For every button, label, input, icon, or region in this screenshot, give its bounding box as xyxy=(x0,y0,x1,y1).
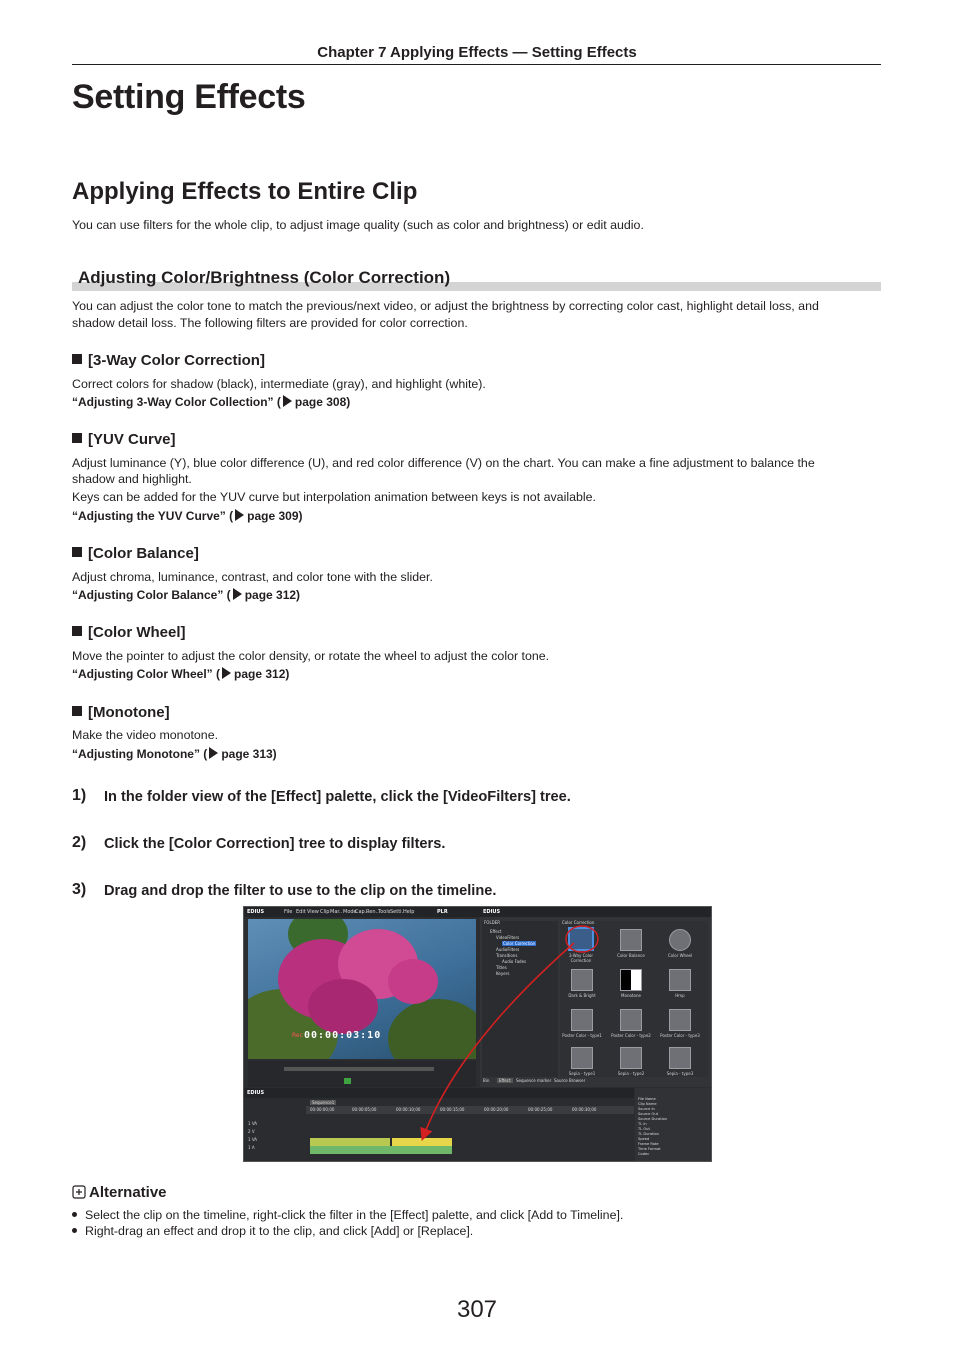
ruler-tick: 00:00:10;00 xyxy=(396,1107,421,1112)
track-label: 2 V xyxy=(248,1129,255,1134)
filter-heading: [3-Way Color Correction] xyxy=(72,352,265,369)
step-text: Drag and drop the filter to use to the clip on the timeline. xyxy=(104,883,497,899)
header-rule xyxy=(72,64,881,65)
subsection-body-line1: You can adjust the color tone to match the previous/next video, or adjust the brightness by correcting color cast, highlight detail loss, and xyxy=(72,299,819,313)
step-number: 3) xyxy=(72,881,87,898)
step-text: Click the [Color Correction] tree to display filters. xyxy=(104,836,446,852)
square-bullet-icon xyxy=(72,626,82,636)
alternative-heading: Alternative xyxy=(72,1184,167,1201)
section-intro: You can use filters for the whole clip, to adjust image quality (such as color and brightness) or edit audio. xyxy=(72,218,644,232)
info-label: TL In xyxy=(638,1122,647,1126)
player-timecode: 00:00:03:10 xyxy=(304,1030,382,1041)
palette-tab-active[interactable]: Effect xyxy=(499,1078,511,1083)
ruler-tick: 00:00:05;00 xyxy=(352,1107,377,1112)
timeline-app-logo: EDIUS xyxy=(247,1090,265,1096)
filter-label: Sepia - type1 xyxy=(568,1071,596,1076)
filter-label: Sepia - type2 xyxy=(617,1071,645,1076)
arrow-right-icon xyxy=(233,588,242,600)
bullet-item: Right-drag an effect and drop it to the clip, and click [Add] or [Replace]. xyxy=(72,1224,473,1238)
arrow-right-icon xyxy=(209,747,218,759)
filter-desc: Move the pointer to adjust the color density, or rotate the wheel to adjust the color tone. xyxy=(72,649,550,663)
arrow-right-icon xyxy=(235,509,244,521)
tree-item[interactable]: AudioFilters xyxy=(496,947,520,952)
square-bullet-icon xyxy=(72,547,82,557)
square-bullet-icon xyxy=(72,354,82,364)
bullet-item: Select the clip on the timeline, right-click the filter in the [Effect] palette, and click [Add to Timeline]. xyxy=(72,1208,623,1222)
arrow-right-icon xyxy=(222,667,231,679)
info-label: Source Duration xyxy=(638,1117,668,1121)
filter-label: Hmp xyxy=(675,993,685,998)
bullet-dot-icon xyxy=(72,1212,77,1217)
menu-item[interactable]: Clip xyxy=(320,909,330,915)
filter-label: Sepia - type3 xyxy=(666,1071,694,1076)
filter-label: Poster Color - type1 xyxy=(562,1033,602,1038)
filter-heading: [Color Wheel] xyxy=(72,624,186,641)
plr-label: PLR xyxy=(437,909,448,915)
timecode-label: Rec xyxy=(292,1032,303,1039)
menu-item[interactable]: Mar.. xyxy=(330,909,343,915)
filter-heading: [YUV Curve] xyxy=(72,431,176,448)
page-number: 307 xyxy=(456,1296,498,1323)
palette-app-logo: EDIUS xyxy=(483,909,501,915)
bullet-dot-icon xyxy=(72,1228,77,1233)
filter-desc: Adjust luminance (Y), blue color difference (U), and red color difference (V) on the chart. You can make a fine adjustment to balance the xyxy=(72,456,815,470)
subsection-body-line2: shadow detail loss. The following filters are provided for color correction. xyxy=(72,316,468,330)
app-logo: EDIUS xyxy=(247,909,265,915)
info-label: Source In xyxy=(638,1107,655,1111)
info-label: File Name xyxy=(638,1097,656,1101)
tree-item[interactable]: Audio Fades xyxy=(502,959,527,964)
track-label: 1 VA xyxy=(248,1121,258,1126)
ruler-tick: 00:00:00;00 xyxy=(310,1107,335,1112)
menu-item[interactable]: File xyxy=(284,909,293,915)
ruler-tick: 00:00:25;00 xyxy=(528,1107,553,1112)
square-bullet-icon xyxy=(72,706,82,716)
page-title: Setting Effects xyxy=(72,78,306,116)
filter-label: 3-Way Color Correction xyxy=(568,953,594,963)
palette-tab[interactable]: Source Browser xyxy=(554,1078,586,1083)
step-number: 2) xyxy=(72,834,87,851)
info-label: Clip Name xyxy=(638,1102,657,1106)
info-label: TL Out xyxy=(638,1127,650,1131)
filter-reference-link[interactable]: “Adjusting Color Wheel” ( page 312) xyxy=(72,667,290,681)
filter-desc: Adjust chroma, luminance, contrast, and color tone with the slider. xyxy=(72,570,433,584)
step-text: In the folder view of the [Effect] palette, click the [VideoFilters] tree. xyxy=(104,789,571,805)
menu-item[interactable]: Tools xyxy=(378,909,391,915)
track-label: 1 A xyxy=(248,1145,255,1150)
filter-desc: Make the video monotone. xyxy=(72,728,219,742)
tree-item[interactable]: VideoFilters xyxy=(496,935,520,940)
menu-item[interactable]: Edit xyxy=(296,909,306,915)
filter-label: Monotone xyxy=(621,993,641,998)
menu-item[interactable]: Ren.. xyxy=(366,909,379,915)
folder-label: FOLDER xyxy=(484,920,501,925)
drag-arrow xyxy=(244,907,711,1161)
subsection-title: Adjusting Color/Brightness (Color Correction) xyxy=(78,268,451,287)
chapter-header: Chapter 7 Applying Effects — Setting Effects xyxy=(317,44,637,61)
info-label: Time Format xyxy=(638,1147,661,1151)
filter-desc: shadow and highlight. xyxy=(72,472,192,486)
tree-item[interactable]: Effect xyxy=(490,929,502,934)
track-label: 1 VA xyxy=(248,1137,258,1142)
menu-item[interactable]: Help xyxy=(403,909,415,915)
alternative-icon xyxy=(72,1185,86,1199)
arrow-right-icon xyxy=(283,395,292,407)
menu-item[interactable]: Cap.. xyxy=(355,909,368,915)
filter-reference-link[interactable]: “Adjusting the YUV Curve” ( page 309) xyxy=(72,509,303,523)
info-label: TL Duration xyxy=(638,1132,659,1136)
info-label: Codec xyxy=(638,1152,650,1156)
filter-label: Poster Color - type3 xyxy=(660,1033,700,1038)
square-bullet-icon xyxy=(72,433,82,443)
info-label: Source Out xyxy=(638,1112,659,1116)
filter-reference-link[interactable]: “Adjusting 3-Way Color Collection” ( page 308) xyxy=(72,395,351,409)
menu-item[interactable]: View xyxy=(307,909,319,915)
grid-title: Color Correction xyxy=(562,920,595,925)
filter-label: Color Wheel xyxy=(667,953,693,958)
filter-heading: [Color Balance] xyxy=(72,545,199,562)
palette-tab[interactable]: Sequence marker xyxy=(516,1078,552,1083)
filter-heading: [Monotone] xyxy=(72,704,170,721)
sequence-tab[interactable]: Sequence1 xyxy=(312,1100,335,1105)
ruler-tick: 00:00:15;00 xyxy=(440,1107,465,1112)
filter-label: Poster Color - type2 xyxy=(611,1033,651,1038)
edius-screenshot xyxy=(243,906,712,1162)
section-title: Applying Effects to Entire Clip xyxy=(72,178,418,205)
palette-tab[interactable]: Bin xyxy=(483,1078,490,1083)
ruler-tick: 00:00:30;00 xyxy=(572,1107,597,1112)
menu-item[interactable]: Setti.. xyxy=(390,909,405,915)
tree-item[interactable]: Transitions xyxy=(496,953,518,958)
filter-reference-link[interactable]: “Adjusting Monotone” ( page 313) xyxy=(72,747,277,761)
filter-reference-link[interactable]: “Adjusting Color Balance” ( page 312) xyxy=(72,588,301,602)
info-label: Speed xyxy=(638,1137,650,1141)
info-label: Frame Rate xyxy=(638,1142,659,1146)
filter-label: Dark & Bright xyxy=(568,993,596,998)
ruler-tick: 00:00:20;00 xyxy=(484,1107,509,1112)
filter-desc: Correct colors for shadow (black), intermediate (gray), and highlight (white). xyxy=(72,377,486,391)
menu-item[interactable]: Mode xyxy=(343,909,357,915)
tree-item[interactable]: Keyers xyxy=(496,971,510,976)
step-number: 1) xyxy=(72,787,87,804)
filter-label: Color Balance xyxy=(617,953,645,958)
tree-item-selected[interactable]: Color Correction xyxy=(503,941,536,946)
tree-item[interactable]: Titles xyxy=(496,965,507,970)
filter-desc: Keys can be added for the YUV curve but interpolation animation between keys is not available. xyxy=(72,490,596,504)
